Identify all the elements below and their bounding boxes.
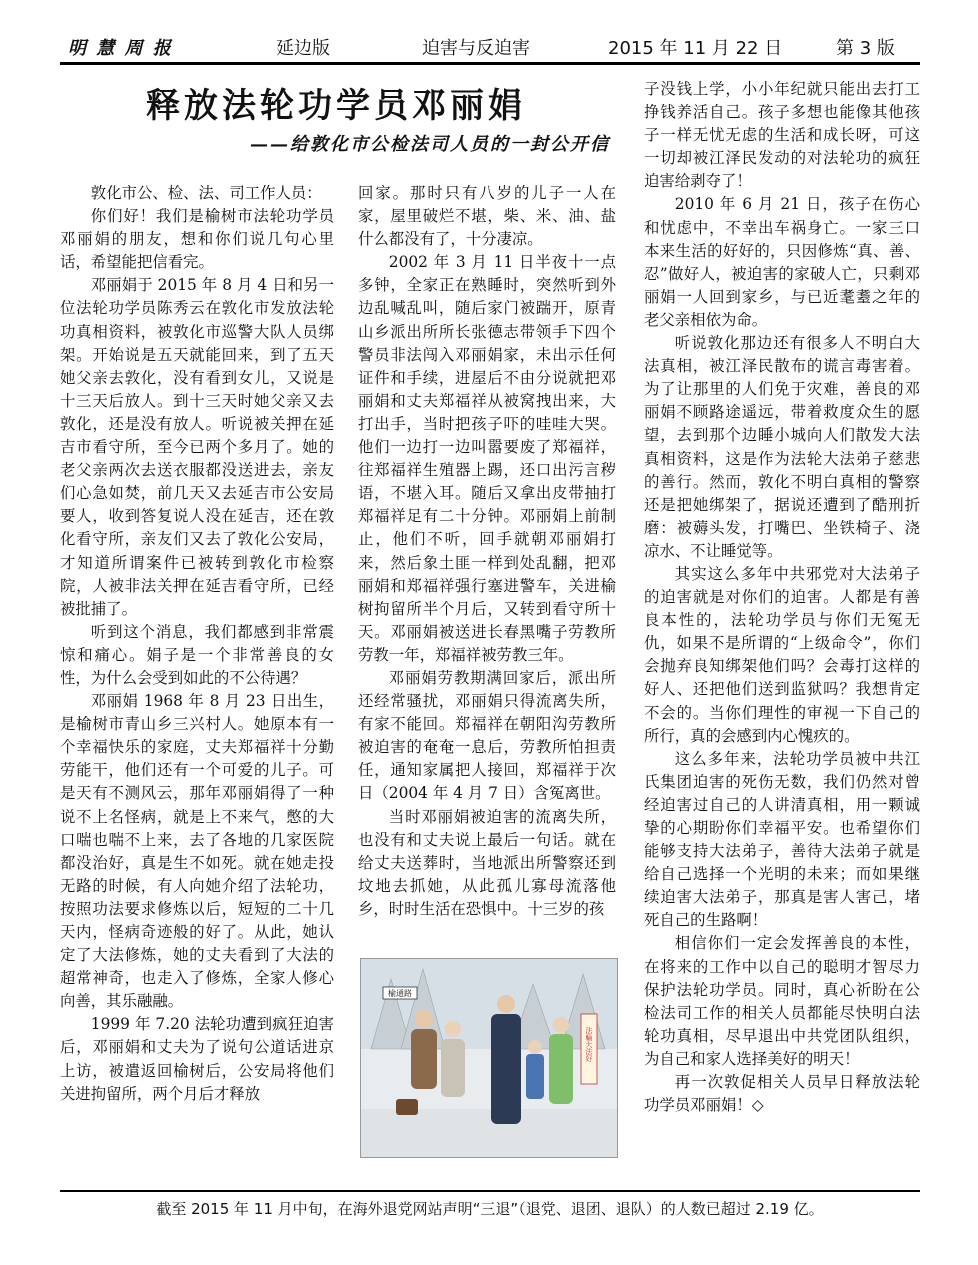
- illustration-sign: 榆通路: [388, 989, 412, 998]
- page-number: 第 3 版: [836, 38, 895, 59]
- article-subtitle: ——给敦化市公检法司人员的一封公开信: [250, 134, 610, 155]
- article-illustration: [360, 958, 618, 1158]
- footer-note: 截至 2015 年 11 月中旬，在海外退党网站声明“三退”（退党、退团、退队）的人数已超过 2.19 亿。: [156, 1200, 824, 1218]
- paragraph: 子没钱上学，小小年纪就只能出去打工挣钱养活自己。孩子多想也能像其他孩子一样无忧无虑的生活和成长呀，可这一切却被江泽民发动的对法轮功的疯狂迫害给剥夺了！: [644, 80, 920, 191]
- paragraph: 再一次敦促相关人员早日释放法轮功学员邓丽娟！◇: [644, 1073, 920, 1115]
- paragraph: 邓丽娟劳教期满回家后，派出所还经常骚扰，邓丽娟只得流离失所，有家不能回。郑福祥在朝阳沟劳教所被迫害的奄奄一息后，劳教所怕担责任，通知家属把人接回，郑福祥于次日（2004 年 4 月 7 日）含冤离世。: [358, 668, 616, 803]
- paragraph: 这么多年来，法轮功学员被中共江氏集团迫害的死伤无数，我们仍然对曾经迫害过自己的人讲清真相，用一颗诚挚的心期盼你们幸福平安。也希望你们能够支持大法弟子，善待大法弟子就是给自己选择一个光明的未来；而如果继续迫害大法弟子，那真是害人害己，堵死自己的生路啊！: [644, 749, 920, 930]
- column-2: [358, 182, 616, 921]
- paragraph: 听说敦化那边还有很多人不明白大法真相，被江泽民散布的谎言毒害着。为了让那里的人们免于灾难，善良的邓丽娟不顾路途遥远，带着救度众生的愿望，去到那个边睡小城向人们散发大法真相资料，这是作为法轮大法弟子慈悲的善行。然而，敦化不明白真相的警察还是把她绑架了，据说还遭到了酷刑折磨：被薅头发，打嘴巴、坐铁椅子、浇凉水、不让睡觉等。: [644, 334, 920, 560]
- paragraph: 敦化市公、检、法、司工作人员：: [90, 184, 322, 202]
- paragraph: 2002 年 3 月 11 日半夜十一点多钟，全家正在熟睡时，突然听到外边乱喊乱叫，随后家门被踹开，原青山乡派出所所长张德志带领手下四个警员非法闯入邓丽娟家，未出示任何证件和手续，进屋后不由分说就把邓丽娟和丈夫郑福祥从被窝拽出来，大打出手，当时把孩子吓的哇哇大哭。他们一边打一边叫嚣要废了郑福祥，往郑福祥生殖器上踢，还口出污言秽语，不堪入耳。随后又拿出皮带抽打郑福祥足有二十分钟。邓丽娟上前制止，他们不听，回手就朝邓丽娟打来，然后象土匪一样到处乱翻，把邓丽娟和郑福祥强行塞进警车，关进榆树拘留所半个月后，又转到看守所十天。邓丽娟被送进长春黑嘴子劳教所劳教一年，郑福祥被劳教三年。: [358, 253, 616, 664]
- paragraph: 2010 年 6 月 21 日，孩子在伤心和忧虑中，不幸出车祸身亡。一家三口本来生活的好好的，只因修炼“真、善、忍”做好人，被迫害的家破人亡，只剩邓丽娟一人回到家乡，与已近耄耋之年的老父亲相依为命。: [644, 195, 920, 329]
- section-label: 迫害与反迫害: [422, 38, 530, 59]
- edition-label: 延边版: [276, 38, 330, 59]
- paragraph: 其实这么多年中共邪党对大法弟子的迫害就是对你们的迫害。人都是有善良本性的，法轮功学员与你们无冤无仇，如果不是所谓的“上级命令”，你们会抛弃良知绑架他们吗？会毒打这样的好人、还把他们送到监狱吗？我想肯定不会的。当你们理性的审视一下自己的所行，真的会感到内心愧疚的。: [644, 564, 920, 745]
- column-3: [644, 78, 920, 1117]
- illustration-banner: 法輪大法好: [585, 1027, 593, 1062]
- paragraph: 听到这个消息，我们都感到非常震惊和痛心。娟子是一个非常善良的女性，为什么会受到如此的不公待遇？: [60, 622, 334, 687]
- paragraph: 你们好！我们是榆树市法轮功学员邓丽娟的朋友，想和你们说几句心里话，希望能把信看完。: [60, 207, 334, 272]
- paragraph: 相信你们一定会发挥善良的本性，在将来的工作中以自己的聪明才智尽力保护法轮功学员。同时，真心祈盼在公检法司工作的相关人员都能尽快明白法轮功真相，尽早退出中共党团队组织，为自己和家人选择美好的明天！: [644, 934, 920, 1068]
- footer-rule: [60, 1190, 920, 1192]
- paragraph: 1999 年 7.20 法轮功遭到疯狂迫害后，邓丽娟和丈夫为了说句公道话进京上访，被遣返回榆树后，公安局将他们关进拘留所，两个月后才释放: [60, 1015, 334, 1103]
- paragraph: 邓丽娟 1968 年 8 月 23 日出生，是榆树市青山乡三兴村人。她原本有一个幸福快乐的家庭，丈夫郑福祥十分勤劳能干，他们还有一个可爱的儿子。可是天有不测风云，那年邓丽娟得了一种说不上名怪病，就是上不来气，憋的大口喘也喘不上来，去了各地的几家医院都没治好，真是生不如死。就在她走投无路的时候，有人向她介绍了法轮功，按照功法要求修炼以后，短短的二十几天内，怪病奇迹般的好了。从此，她认定了大法修炼，她的丈夫看到了大法的超常神奇，也走入了修炼，全家人修心向善，其乐融融。: [60, 692, 334, 1011]
- issue-date: 2015 年 11 月 22 日: [608, 38, 783, 59]
- paper-name: 明 慧 周 报: [68, 38, 173, 59]
- paragraph: 邓丽娟于 2015 年 8 月 4 日和另一位法轮功学员陈秀云在敦化市发放法轮功真相资料，被敦化市巡警大队人员绑架。开始说是五天就能回来，到了五天她父亲去敦化，没有看到女儿，又说是十三天后放人。到十三天时她父亲又去敦化，还是没有放人。听说被关押在延吉市看守所，至今已两个多月了。她的老父亲两次去送衣服都没送进去，亲友们心急如焚，前几天又去延吉市公安局要人，收到答复说人没在延吉，还在敦化看守所，亲友们又去了敦化公安局，才知道所谓案件已被转到敦化市检察院，人被非法关押在延吉看守所，已经被批捕了。: [60, 276, 334, 618]
- header-rule: [60, 62, 920, 65]
- paragraph: 当时邓丽娟被迫害的流离失所，也没有和丈夫说上最后一句话。就在给丈夫送葬时，当地派出所警察还到坟地去抓她，从此孤儿寡母流落他乡，时时生活在恐惧中。十三岁的孩: [358, 807, 616, 918]
- illustration-graphic: [361, 959, 617, 1157]
- page-header: [60, 34, 920, 60]
- article-title: 释放法轮功学员邓丽娟: [146, 86, 526, 126]
- paragraph: 回家。那时只有八岁的儿子一人在家，屋里破烂不堪，柴、米、油、盐什么都没有了，十分凄凉。: [358, 184, 616, 249]
- column-1: [60, 182, 334, 1106]
